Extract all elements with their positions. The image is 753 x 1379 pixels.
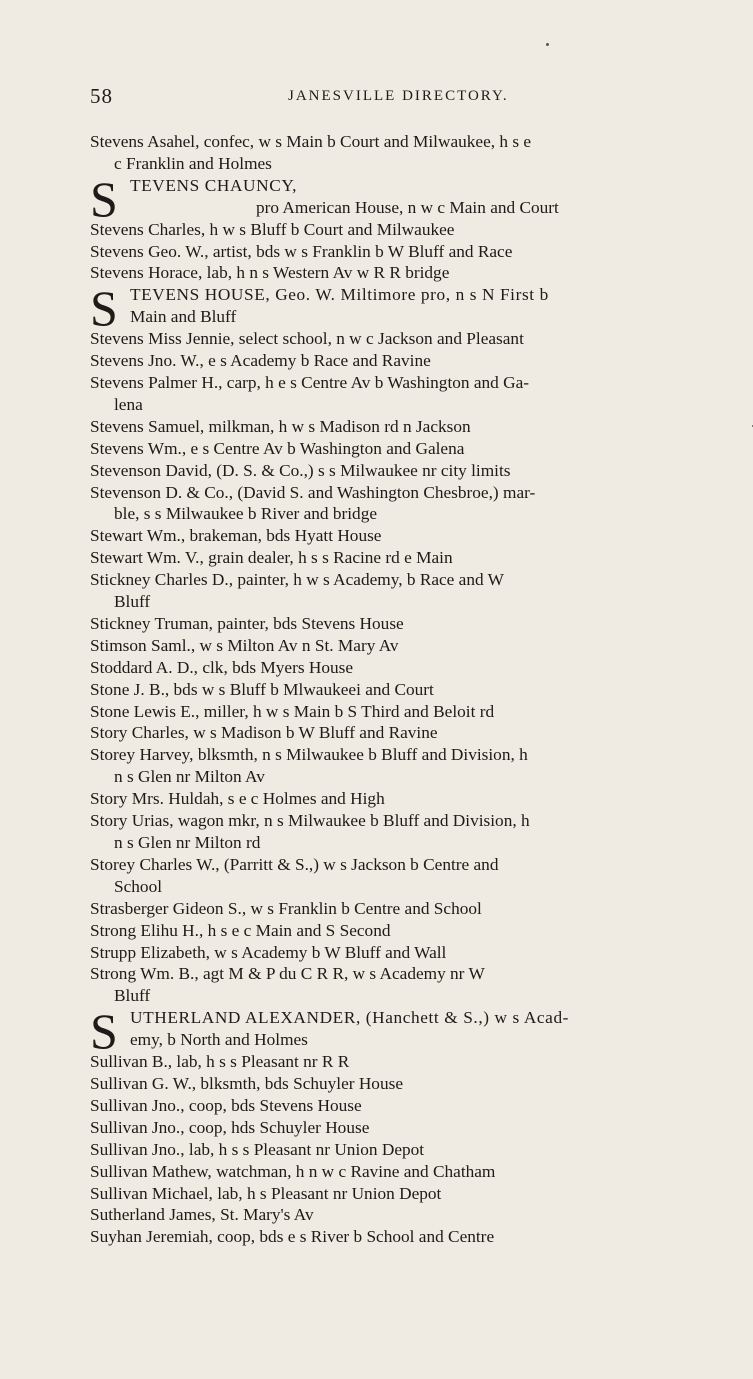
entry-line: Sullivan Mathew, watchman, h n w c Ravine and Chatham: [90, 1161, 496, 1181]
entry-continuation: Main and Bluff: [130, 307, 237, 327]
entry-line: Suyhan Jeremiah, coop, bds e s River b School and Centre: [90, 1227, 495, 1247]
entry-line: Stone J. B., bds w s Bluff b Mlwaukeei and Court: [90, 679, 434, 699]
entry-line: Stevens Asahel, confec, w s Main b Court and Milwaukee, h s e: [90, 132, 532, 151]
entry-continuation: emy, b North and Holmes: [130, 1030, 308, 1050]
directory-entry: [90, 1161, 714, 1183]
directory-entry: [90, 1051, 714, 1073]
entry-continuation: Bluff: [114, 986, 151, 1006]
entry-line: TEVENS CHAUNCY,: [130, 175, 298, 195]
entry-line: Storey Harvey, blksmth, n s Milwaukee b Bluff and Division, h: [90, 745, 528, 765]
directory-entry: [90, 328, 714, 350]
directory-entry: [90, 416, 714, 438]
directory-entry: [90, 679, 714, 701]
directory-entry: [90, 613, 714, 635]
entry-line: Sullivan G. W., blksmth, bds Schuyler House: [90, 1073, 403, 1093]
directory-entry: [90, 854, 714, 898]
entry-line: Story Mrs. Huldah, s e c Holmes and High: [90, 789, 385, 809]
entry-line: Sullivan Jno., coop, hds Schuyler House: [90, 1117, 370, 1137]
entry-continuation: n s Glen nr Milton Av: [114, 767, 265, 787]
directory-entry: [90, 701, 714, 723]
directory-entry: [90, 810, 714, 854]
entry-line: Stevens Horace, lab, h n s Western Av w R R bridge: [90, 263, 450, 283]
entry-line: Strupp Elizabeth, w s Academy b W Bluff and Wall: [90, 942, 447, 962]
entry-line: Story Charles, w s Madison b W Bluff and Ravine: [90, 723, 438, 743]
directory-entry: [90, 635, 714, 657]
directory-entry: [90, 241, 714, 263]
entry-line: Sullivan Jno., lab, h s s Pleasant nr Union Depot: [90, 1139, 425, 1159]
directory-entry: [90, 1183, 714, 1205]
directory-entry: [90, 547, 714, 569]
directory-entry: [90, 350, 714, 372]
entry-line: Stewart Wm., brakeman, bds Hyatt House: [90, 526, 382, 546]
running-head: JANESVILLE DIRECTORY.: [288, 88, 509, 104]
directory-entries: [90, 131, 714, 1248]
directory-entry: [90, 963, 714, 1007]
entry-continuation: ble, s s Milwaukee b River and bridge: [114, 504, 377, 524]
directory-entry: [90, 1095, 714, 1117]
directory-entry: [90, 942, 714, 964]
entry-line: Stickney Truman, painter, bds Stevens House: [90, 613, 404, 633]
entry-line: Strasberger Gideon S., w s Franklin b Centre and School: [90, 898, 482, 918]
entry-continuation: pro American House, n w c Main and Court: [256, 197, 559, 217]
entry-line: Stevens Geo. W., artist, bds w s Franklin b W Bluff and Race: [90, 241, 513, 261]
paper-speck: [546, 43, 549, 46]
directory-entry: [90, 1007, 714, 1051]
page-header: [90, 84, 710, 114]
entry-line: Stone Lewis E., miller, h w s Main b S Third and Beloit rd: [90, 701, 495, 721]
entry-continuation: School: [114, 876, 163, 896]
directory-entry: [90, 1139, 714, 1161]
entry-line: Stevenson D. & Co., (David S. and Washington Chesbroe,) mar-: [90, 482, 536, 502]
entry-line: Sutherland James, St. Mary's Av: [90, 1205, 314, 1225]
directory-entry: [90, 1226, 714, 1248]
directory-entry: [90, 482, 714, 526]
directory-entry: [90, 1117, 714, 1139]
directory-entry: [90, 284, 714, 328]
directory-entry: [90, 788, 714, 810]
directory-entry: [90, 722, 714, 744]
directory-entry: [90, 920, 714, 942]
page-number: 58: [90, 84, 113, 108]
directory-entry: [90, 460, 714, 482]
drop-initial: S: [90, 174, 118, 219]
entry-line: Strong Wm. B., agt M & P du C R R, w s Academy nr W: [90, 964, 485, 984]
entry-line: Sullivan B., lab, h s s Pleasant nr R R: [90, 1052, 350, 1072]
entry-continuation: Bluff: [114, 592, 151, 612]
entry-line: Stoddard A. D., clk, bds Myers House: [90, 657, 354, 677]
directory-entry: [90, 1204, 714, 1226]
entry-line: Stickney Charles D., painter, h w s Academy, b Race and W: [90, 570, 504, 590]
entry-line: Storey Charles W., (Parritt & S.,) w s Jackson b Centre and: [90, 854, 499, 874]
entry-line: Sullivan Jno., coop, bds Stevens House: [90, 1095, 362, 1115]
entry-line: Stevens Samuel, milkman, h w s Madison rd n Jackson: [90, 416, 471, 436]
entry-continuation: c Franklin and Holmes: [114, 153, 272, 173]
directory-entry: [90, 438, 714, 460]
directory-entry: [90, 219, 714, 241]
directory-entry: [90, 1073, 714, 1095]
entry-line: Sullivan Michael, lab, h s Pleasant nr Union Depot: [90, 1183, 442, 1203]
drop-initial: S: [90, 284, 118, 329]
entry-line: Stevens Jno. W., e s Academy b Race and Ravine: [90, 351, 431, 371]
directory-entry: [90, 372, 714, 416]
drop-initial: S: [90, 1007, 118, 1052]
entry-line: Stevens Wm., e s Centre Av b Washington and Galena: [90, 438, 465, 458]
directory-entry: [90, 744, 714, 788]
entry-continuation: lena: [114, 394, 143, 414]
directory-entry: [90, 525, 714, 547]
directory-entry: [90, 569, 714, 613]
directory-entry: [90, 657, 714, 679]
entry-line: Stevenson David, (D. S. & Co.,) s s Milwaukee nr city limits: [90, 460, 511, 480]
entry-continuation: n s Glen nr Milton rd: [114, 833, 261, 852]
entry-line: Stimson Saml., w s Milton Av n St. Mary Av: [90, 635, 399, 655]
entry-line: UTHERLAND ALEXANDER, (Hanchett & S.,) w s Acad-: [130, 1008, 570, 1028]
directory-entry: [90, 131, 714, 175]
entry-line: Strong Elihu H., h s e c Main and S Second: [90, 920, 391, 940]
entry-line: Story Urias, wagon mkr, n s Milwaukee b Bluff and Division, h: [90, 811, 530, 831]
entry-line: Stewart Wm. V., grain dealer, h s s Racine rd e Main: [90, 548, 453, 568]
entry-line: TEVENS HOUSE, Geo. W. Miltimore pro, n s N First b: [130, 285, 549, 305]
directory-entry: [90, 898, 714, 920]
entry-line: Stevens Palmer H., carp, h e s Centre Av b Washington and Ga-: [90, 372, 530, 392]
directory-entry: [90, 262, 714, 284]
entry-line: Stevens Miss Jennie, select school, n w c Jackson and Pleasant: [90, 329, 524, 349]
directory-entry: [90, 175, 714, 219]
entry-line: Stevens Charles, h w s Bluff b Court and Milwaukee: [90, 219, 455, 239]
